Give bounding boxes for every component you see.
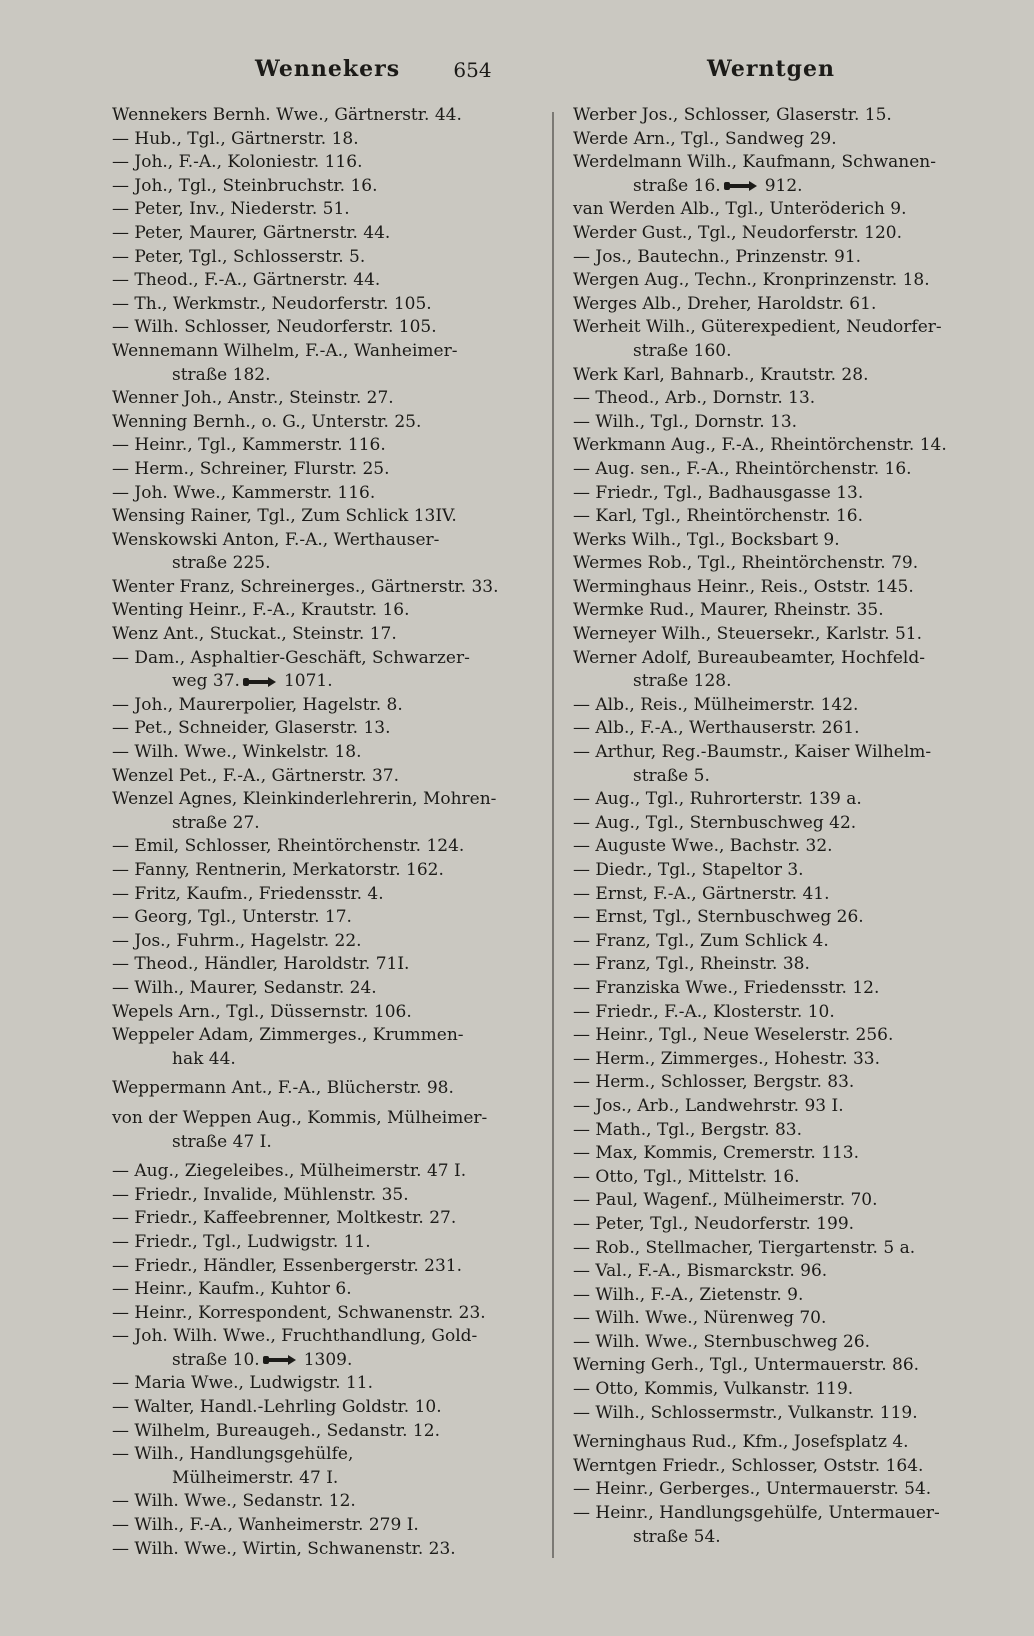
phone-number: 1071. — [283, 671, 333, 692]
entry-text: — Wilh., Maurer, Sedanstr. 24. — [112, 977, 377, 998]
directory-entry — [112, 717, 537, 741]
entry-text: — Karl, Tgl., Rheintörchenstr. 16. — [573, 506, 864, 527]
entry-text: — Max, Kommis, Cremerstr. 113. — [573, 1143, 860, 1164]
directory-entry — [573, 717, 1005, 741]
directory-entry — [573, 953, 1005, 977]
directory-entry — [573, 1378, 1005, 1402]
directory-entry — [573, 222, 1005, 246]
entry-text: — Diedr., Tgl., Stapeltor 3. — [573, 860, 804, 880]
entry-text: straße 47 I. — [172, 1131, 272, 1152]
directory-entry — [573, 1260, 1005, 1284]
entry-text: Wermke Rud., Maurer, Rheinstr. 35. — [573, 600, 884, 621]
entry-text: — Th., Werkmstr., Neudorferstr. 105. — [112, 293, 432, 314]
directory-entry — [573, 434, 1005, 458]
entry-text: — Emil, Schlosser, Rheintörchenstr. 124. — [112, 836, 465, 857]
directory-entry — [112, 883, 537, 907]
entry-text: — Peter, Maurer, Gärtnerstr. 44. — [112, 222, 391, 243]
directory-entry — [112, 599, 537, 623]
entry-text: — Fanny, Rentnerin, Merkatorstr. 162. — [112, 860, 444, 880]
entry-text: — Friedr., Invalide, Mühlenstr. 35. — [112, 1184, 409, 1205]
directory-entry — [573, 623, 1005, 647]
column-divider — [552, 112, 554, 1558]
directory-entry — [573, 670, 1005, 694]
entry-text: — Aug., Tgl., Sternbuschweg 42. — [573, 812, 857, 833]
entry-text: — Herm., Zimmerges., Hohestr. 33. — [573, 1048, 881, 1069]
directory-entry — [112, 482, 537, 506]
entry-text: von der Weppen Aug., Kommis, Mülheimer- — [112, 1107, 488, 1128]
directory-entry — [112, 835, 537, 859]
directory-entry — [573, 104, 1005, 128]
directory-entry — [112, 316, 537, 340]
entry-text: — Walter, Handl.-Lehrling Goldstr. 10. — [112, 1397, 442, 1418]
directory-entry — [112, 1443, 537, 1467]
entry-text: — Aug., Ziegeleibes., Mülheimerstr. 47 I. — [112, 1161, 467, 1182]
directory-entry — [573, 883, 1005, 907]
directory-entry — [573, 529, 1005, 553]
entry-text: — Joh., F.-A., Koloniestr. 116. — [112, 152, 363, 173]
directory-entry — [112, 411, 537, 435]
entry-text: — Theod., Händler, Haroldstr. 71I. — [112, 954, 410, 975]
directory-entry — [112, 529, 537, 553]
entry-text: Wenskowski Anton, F.-A., Werthauser- — [112, 529, 440, 550]
entry-text: — Heinr., Korrespondent, Schwanenstr. 23. — [112, 1302, 486, 1323]
entry-text: — Franziska Wwe., Friedensstr. 12. — [573, 977, 880, 998]
directory-entry — [573, 647, 1005, 671]
entry-text: — Auguste Wwe., Bachstr. 32. — [573, 836, 833, 857]
directory-entry — [112, 1107, 537, 1131]
entry-text: straße 54. — [633, 1526, 721, 1547]
entry-text: — Wilh. Schlosser, Neudorferstr. 105. — [112, 317, 437, 338]
directory-entry — [112, 1514, 537, 1538]
directory-entry — [112, 175, 537, 199]
entry-text: — Wilh. Wwe., Wirtin, Schwanenstr. 23. — [112, 1538, 456, 1559]
entry-text: straße 16. — [633, 175, 721, 196]
entry-text: — Jos., Bautechn., Prinzenstr. 91. — [573, 246, 862, 267]
entry-text: Werber Jos., Schlosser, Glaserstr. 15. — [573, 105, 892, 125]
entry-text: — Paul, Wagenf., Mülheimerstr. 70. — [573, 1190, 878, 1211]
left-column — [112, 104, 537, 1561]
directory-entry — [573, 151, 1005, 175]
entry-text: — Georg, Tgl., Unterstr. 17. — [112, 907, 352, 928]
entry-text: Werneyer Wilh., Steuersekr., Karlstr. 51. — [573, 624, 922, 645]
directory-entry — [573, 1166, 1005, 1190]
entry-text: Wenning Bernh., o. G., Unterstr. 25. — [112, 411, 422, 432]
directory-entry — [573, 458, 1005, 482]
directory-entry — [112, 1001, 537, 1025]
entry-text: — Friedr., F.-A., Klosterstr. 10. — [573, 1001, 835, 1022]
directory-entry — [112, 1231, 537, 1255]
directory-entry — [112, 1184, 537, 1208]
directory-entry — [112, 505, 537, 529]
entry-text: Werkmann Aug., F.-A., Rheintörchenstr. 14. — [573, 435, 947, 456]
entry-text: — Alb., Reis., Mülheimerstr. 142. — [573, 694, 859, 715]
directory-entry — [112, 1349, 537, 1373]
directory-entry — [573, 835, 1005, 859]
right-column — [573, 104, 1005, 1549]
directory-entry — [112, 222, 537, 246]
directory-entry — [573, 364, 1005, 388]
entry-text: Werntgen Friedr., Schlosser, Oststr. 164. — [573, 1455, 924, 1476]
directory-entry — [573, 1431, 1005, 1455]
directory-entry — [112, 647, 537, 671]
directory-entry — [573, 1354, 1005, 1378]
entry-text: Werdelmann Wilh., Kaufmann, Schwanen- — [573, 152, 936, 173]
directory-entry — [112, 953, 537, 977]
directory-entry — [112, 128, 537, 152]
directory-entry — [573, 128, 1005, 152]
directory-entry — [573, 316, 1005, 340]
directory-entry — [112, 1024, 537, 1048]
entry-text: weg 37. — [172, 671, 240, 692]
entry-text: — Franz, Tgl., Rheinstr. 38. — [573, 954, 810, 975]
entry-text: — Peter, Tgl., Neudorferstr. 199. — [573, 1213, 855, 1234]
directory-entry — [573, 812, 1005, 836]
directory-entry — [573, 552, 1005, 576]
entry-text: straße 128. — [633, 671, 732, 692]
header-first-name: Wennekers — [255, 56, 401, 82]
entry-text: — Heinr., Tgl., Kammerstr. 116. — [112, 435, 386, 456]
directory-entry — [573, 175, 1005, 199]
entry-text: — Otto, Kommis, Vulkanstr. 119. — [573, 1379, 854, 1400]
directory-entry — [573, 482, 1005, 506]
directory-entry — [573, 1024, 1005, 1048]
entry-text: Werks Wilh., Tgl., Bocksbart 9. — [573, 529, 840, 550]
directory-entry — [112, 1160, 537, 1184]
entry-text: — Joh. Wwe., Kammerstr. 116. — [112, 482, 376, 503]
directory-entry — [112, 1048, 537, 1072]
directory-entry — [112, 1538, 537, 1562]
entry-text: Wermes Rob., Tgl., Rheintörchenstr. 79. — [573, 553, 919, 574]
directory-entry — [573, 1071, 1005, 1095]
directory-entry — [112, 670, 537, 694]
entry-text: — Wilh., Schlossermstr., Vulkanstr. 119. — [573, 1402, 918, 1423]
directory-entry — [573, 859, 1005, 883]
entry-text: — Herm., Schreiner, Flurstr. 25. — [112, 458, 390, 479]
directory-entry — [573, 1189, 1005, 1213]
directory-entry — [112, 1396, 537, 1420]
entry-text: — Joh., Maurerpolier, Hagelstr. 8. — [112, 694, 403, 715]
entry-text: straße 225. — [172, 553, 271, 574]
directory-entry — [573, 576, 1005, 600]
directory-entry — [573, 1331, 1005, 1355]
directory-entry — [573, 765, 1005, 789]
directory-entry — [573, 293, 1005, 317]
directory-entry — [112, 741, 537, 765]
directory-entry — [112, 1420, 537, 1444]
entry-text: Werheit Wilh., Güterexpedient, Neudorfer- — [573, 317, 942, 338]
directory-entry — [112, 859, 537, 883]
directory-entry — [573, 1237, 1005, 1261]
directory-entry — [573, 788, 1005, 812]
directory-entry — [573, 1455, 1005, 1479]
directory-entry — [112, 694, 537, 718]
directory-entry — [112, 623, 537, 647]
directory-entry — [573, 246, 1005, 270]
directory-entry — [573, 694, 1005, 718]
entry-text: — Fritz, Kaufm., Friedensstr. 4. — [112, 883, 384, 904]
directory-entry — [112, 788, 537, 812]
entry-text: — Ernst, Tgl., Sternbuschweg 26. — [573, 907, 864, 928]
directory-entry — [573, 1284, 1005, 1308]
directory-entry — [112, 364, 537, 388]
entry-text: Wenzel Pet., F.-A., Gärtnerstr. 37. — [112, 765, 399, 786]
directory-entry — [573, 411, 1005, 435]
directory-entry — [112, 340, 537, 364]
directory-entry — [112, 151, 537, 175]
entry-text: — Wilh. Wwe., Winkelstr. 18. — [112, 742, 362, 763]
directory-entry — [573, 198, 1005, 222]
entry-text: van Werden Alb., Tgl., Unteröderich 9. — [573, 199, 907, 220]
entry-text: — Friedr., Tgl., Ludwigstr. 11. — [112, 1231, 371, 1252]
directory-entry — [573, 1095, 1005, 1119]
entry-text: Weppermann Ant., F.-A., Blücherstr. 98. — [112, 1078, 454, 1099]
directory-entry — [112, 1207, 537, 1231]
directory-entry — [573, 906, 1005, 930]
entry-text: — Hub., Tgl., Gärtnerstr. 18. — [112, 128, 359, 149]
entry-text: — Val., F.-A., Bismarckstr. 96. — [573, 1261, 828, 1282]
entry-text: hak 44. — [172, 1048, 236, 1069]
directory-entry — [112, 434, 537, 458]
directory-entry — [112, 576, 537, 600]
directory-entry — [573, 1526, 1005, 1550]
entry-text: — Franz, Tgl., Zum Schlick 4. — [573, 930, 829, 951]
entry-text: — Math., Tgl., Bergstr. 83. — [573, 1119, 803, 1140]
entry-text: — Wilh., F.-A., Wanheimerstr. 279 I. — [112, 1515, 419, 1536]
entry-text: — Herm., Schlosser, Bergstr. 83. — [573, 1072, 855, 1093]
entry-text: — Jos., Fuhrm., Hagelstr. 22. — [112, 930, 362, 951]
entry-text: — Ernst, F.-A., Gärtnerstr. 41. — [573, 883, 830, 904]
entry-text: — Wilh. Wwe., Sedanstr. 12. — [112, 1491, 356, 1512]
directory-entry — [573, 930, 1005, 954]
entry-text: Wenzel Agnes, Kleinkinderlehrerin, Mohren- — [112, 789, 497, 810]
directory-entry — [112, 1255, 537, 1279]
entry-text: Werges Alb., Dreher, Haroldstr. 61. — [573, 293, 877, 314]
entry-text: — Wilhelm, Bureaugeh., Sedanstr. 12. — [112, 1420, 440, 1441]
entry-text: — Joh. Wilh. Wwe., Fruchthandlung, Gold- — [112, 1326, 478, 1347]
telephone-icon — [723, 180, 759, 192]
directory-entry — [112, 387, 537, 411]
entry-text: — Heinr., Tgl., Neue Weselerstr. 256. — [573, 1025, 894, 1046]
entry-text: Wenting Heinr., F.-A., Krautstr. 16. — [112, 600, 410, 621]
entry-text: — Friedr., Händler, Essenbergerstr. 231. — [112, 1255, 463, 1276]
entry-text: — Aug. sen., F.-A., Rheintörchenstr. 16. — [573, 458, 912, 479]
directory-entry — [112, 1325, 537, 1349]
entry-text: straße 160. — [633, 340, 732, 361]
directory-entry — [573, 741, 1005, 765]
directory-entry — [573, 1213, 1005, 1237]
entry-text: — Joh., Tgl., Steinbruchstr. 16. — [112, 175, 378, 196]
entry-text: — Wilh. Wwe., Sternbuschweg 26. — [573, 1331, 871, 1352]
entry-text: — Rob., Stellmacher, Tiergartenstr. 5 a. — [573, 1237, 916, 1258]
directory-entry — [112, 1372, 537, 1396]
entry-text: — Pet., Schneider, Glaserstr. 13. — [112, 718, 391, 739]
directory-entry — [573, 1001, 1005, 1025]
entry-text: Wensing Rainer, Tgl., Zum Schlick 13IV. — [112, 506, 457, 527]
telephone-icon — [242, 676, 278, 688]
phone-number: 1309. — [303, 1349, 353, 1370]
directory-entry — [573, 977, 1005, 1001]
directory-entry — [112, 765, 537, 789]
entry-text: — Arthur, Reg.-Baumstr., Kaiser Wilhelm- — [573, 742, 932, 763]
directory-entry — [573, 1119, 1005, 1143]
directory-entry — [112, 1077, 537, 1101]
entry-text: Wennemann Wilhelm, F.-A., Wanheimer- — [112, 340, 458, 361]
entry-text: — Peter, Inv., Niederstr. 51. — [112, 199, 350, 220]
entry-text: — Wilh. Wwe., Nürenweg 70. — [573, 1308, 827, 1329]
entry-text: — Heinr., Kaufm., Kuhtor 6. — [112, 1279, 352, 1300]
entry-text: — Maria Wwe., Ludwigstr. 11. — [112, 1373, 373, 1394]
entry-text: Wenter Franz, Schreinerges., Gärtnerstr. 33. — [112, 576, 499, 597]
directory-entry — [573, 1307, 1005, 1331]
entry-text: straße 10. — [172, 1349, 260, 1370]
directory-entry — [112, 104, 537, 128]
directory-entry — [573, 1402, 1005, 1426]
page-header — [110, 56, 835, 96]
directory-entry — [112, 552, 537, 576]
entry-text: straße 182. — [172, 364, 271, 385]
directory-entry — [112, 977, 537, 1001]
entry-text: — Alb., F.-A., Werthauserstr. 261. — [573, 718, 860, 739]
entry-text: — Theod., F.-A., Gärtnerstr. 44. — [112, 270, 381, 291]
phone-number: 912. — [764, 175, 803, 196]
entry-text: Wergen Aug., Techn., Kronprinzenstr. 18. — [573, 270, 930, 291]
directory-entry — [112, 1278, 537, 1302]
entry-text: Werk Karl, Bahnarb., Krautstr. 28. — [573, 364, 869, 385]
directory-entry — [573, 1048, 1005, 1072]
entry-text: Werminghaus Heinr., Reis., Oststr. 145. — [573, 576, 914, 597]
directory-entry — [112, 930, 537, 954]
entry-text: Wepels Arn., Tgl., Düssernstr. 106. — [112, 1001, 412, 1022]
directory-entry — [112, 812, 537, 836]
directory-entry — [112, 198, 537, 222]
directory-entry — [112, 293, 537, 317]
directory-entry — [112, 1131, 537, 1155]
entry-text: Werninghaus Rud., Kfm., Josefsplatz 4. — [573, 1432, 909, 1453]
entry-text: Wenner Joh., Anstr., Steinstr. 27. — [112, 388, 394, 409]
telephone-icon — [262, 1354, 298, 1366]
entry-text: — Jos., Arb., Landwehrstr. 93 I. — [573, 1095, 844, 1116]
entry-text: Weppeler Adam, Zimmerges., Krummen- — [112, 1025, 464, 1046]
directory-entry — [573, 269, 1005, 293]
entry-text: — Heinr., Gerberges., Untermauerstr. 54. — [573, 1479, 932, 1500]
entry-text: Wennekers Bernh. Wwe., Gärtnerstr. 44. — [112, 105, 462, 125]
entry-text: — Peter, Tgl., Schlosserstr. 5. — [112, 246, 366, 267]
directory-entry — [112, 906, 537, 930]
entry-text: — Friedr., Tgl., Badhausgasse 13. — [573, 482, 864, 503]
entry-text: — Wilh., F.-A., Zietenstr. 9. — [573, 1284, 804, 1305]
directory-entry — [573, 340, 1005, 364]
directory-entry — [573, 599, 1005, 623]
entry-text: — Otto, Tgl., Mittelstr. 16. — [573, 1166, 800, 1187]
entry-text: — Wilh., Tgl., Dornstr. 13. — [573, 411, 798, 432]
entry-text: — Theod., Arb., Dornstr. 13. — [573, 388, 816, 409]
directory-entry — [112, 1467, 537, 1491]
entry-text: — Aug., Tgl., Ruhrorterstr. 139 a. — [573, 789, 862, 810]
directory-entry — [573, 1142, 1005, 1166]
entry-text: straße 27. — [172, 812, 260, 833]
entry-text: — Dam., Asphaltier-Geschäft, Schwarzer- — [112, 647, 470, 668]
directory-entry — [573, 1478, 1005, 1502]
entry-text: Werde Arn., Tgl., Sandweg 29. — [573, 128, 837, 149]
entry-text: Werner Adolf, Bureaubeamter, Hochfeld- — [573, 647, 925, 668]
directory-entry — [112, 269, 537, 293]
page-number: 654 — [453, 58, 492, 82]
directory-entry — [573, 505, 1005, 529]
entry-text: — Wilh., Handlungsgehülfe, — [112, 1444, 354, 1465]
header-last-name: Werntgen — [706, 56, 835, 82]
directory-entry — [112, 458, 537, 482]
directory-entry — [573, 387, 1005, 411]
entry-text: Wenz Ant., Stuckat., Steinstr. 17. — [112, 624, 397, 645]
directory-entry — [573, 1502, 1005, 1526]
entry-text: — Heinr., Handlungsgehülfe, Untermauer- — [573, 1503, 940, 1524]
entry-text: — Friedr., Kaffeebrenner, Moltkestr. 27. — [112, 1208, 457, 1229]
entry-text: straße 5. — [633, 765, 710, 786]
directory-entry — [112, 1302, 537, 1326]
entry-text: Mülheimerstr. 47 I. — [172, 1467, 339, 1488]
entry-text: Werder Gust., Tgl., Neudorferstr. 120. — [573, 222, 902, 243]
directory-entry — [112, 1490, 537, 1514]
directory-entry — [112, 246, 537, 270]
entry-text: Werning Gerh., Tgl., Untermauerstr. 86. — [573, 1355, 920, 1376]
